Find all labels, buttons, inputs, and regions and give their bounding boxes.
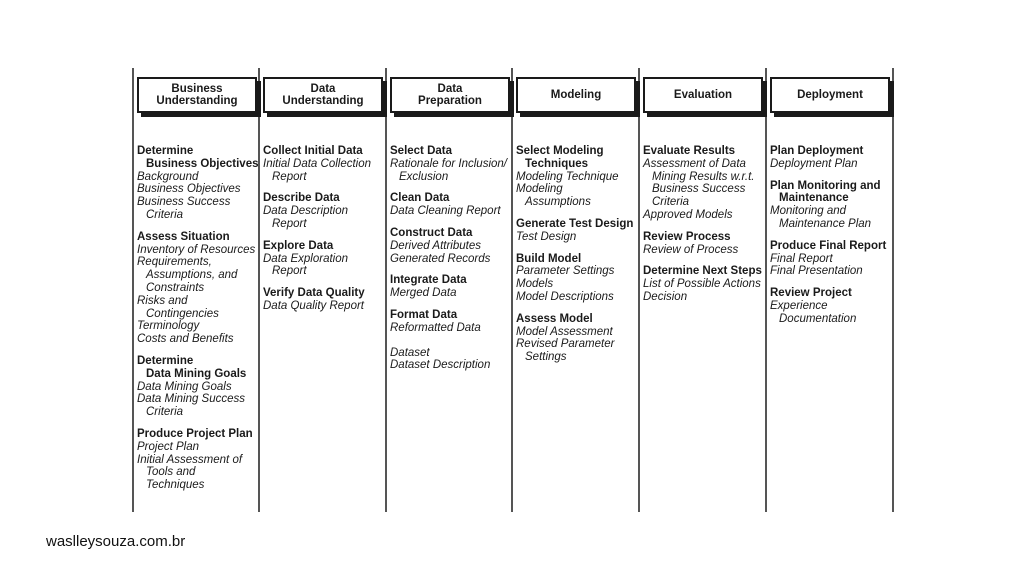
task-title: Verify Data Quality [263, 287, 365, 300]
task [643, 145, 767, 222]
task-title: Determine Data Mining Goals [137, 354, 247, 380]
task-title: Explore Data [263, 239, 334, 252]
phase-header: Deployment [770, 77, 890, 113]
phase-header: Data Preparation [390, 77, 510, 113]
task-output: Model Assessment [516, 325, 613, 338]
source-credit: waslleysouza.com.br [46, 533, 186, 550]
task-output: Inventory of Resources [137, 243, 256, 256]
phase-header: Evaluation [643, 77, 763, 113]
task-output: Deployment Plan [770, 157, 858, 170]
task-title: Review Process [643, 230, 731, 243]
task [137, 428, 261, 492]
task-output: Costs and Benefits [137, 333, 234, 346]
task [263, 287, 387, 313]
task [643, 231, 767, 257]
task [390, 227, 514, 265]
task-title: Produce Project Plan [137, 427, 253, 440]
task-output: Model Descriptions [516, 290, 614, 303]
task-title: Determine Business Objectives [137, 145, 259, 170]
task-output: Monitoring and Maintenance Plan [770, 205, 872, 230]
task-output: Requirements, Assumptions, and Constraints [137, 256, 238, 294]
task-output: Models [516, 278, 554, 291]
task-title: Select Modeling Techniques [516, 145, 604, 170]
task-output: Project Plan [137, 440, 200, 453]
task-title: Clean Data [390, 192, 450, 205]
task-title: Assess Model [516, 312, 593, 325]
task [390, 192, 514, 218]
task [516, 313, 640, 364]
task-output: Final Presentation [770, 265, 863, 278]
task-output: Terminology [137, 320, 200, 333]
task-output: Business Success Criteria [137, 196, 231, 221]
task-output: Business Objectives [137, 183, 241, 196]
task-output: Data Quality Report [263, 299, 364, 312]
phase-header: Data Understanding [263, 77, 383, 113]
task [137, 231, 261, 346]
task-output: Merged Data [390, 287, 457, 300]
task-output: List of Possible Actions [643, 278, 761, 291]
column-divider [132, 68, 134, 512]
task-output: Modeling Assumptions [516, 183, 591, 209]
task-output: Review of Process [643, 243, 739, 256]
task [263, 192, 387, 230]
task [770, 180, 894, 231]
task-output: Data Cleaning Report [390, 205, 501, 218]
task [516, 218, 640, 244]
phase-column-evaluation [643, 68, 767, 313]
task-output: Dataset [390, 346, 430, 359]
phase-header: Business Understanding [137, 77, 257, 113]
task-title: Assess Situation [137, 230, 230, 243]
task-title: Build Model [516, 252, 582, 265]
task-output: Background [137, 170, 199, 183]
task-output: Initial Assessment of Tools and Techniques [137, 453, 243, 492]
task-title: Evaluate Results [643, 145, 736, 157]
task [390, 145, 514, 183]
phase-column-business-understanding [137, 68, 261, 501]
task-output: Generated Records [390, 252, 491, 265]
task-output: Reformatted Data [390, 321, 481, 334]
task-title: Describe Data [263, 192, 340, 205]
task-title: Review Project [770, 287, 852, 300]
task-title: Construct Data [390, 226, 473, 239]
task-output: Data Description Report [263, 205, 349, 230]
task-title: Plan Deployment [770, 145, 864, 157]
task-title: Format Data [390, 308, 458, 321]
task [390, 274, 514, 300]
task [390, 309, 514, 372]
task-output: Data Mining Goals [137, 380, 232, 393]
task-output: Decision [643, 290, 688, 303]
task-output: Data Mining Success Criteria [137, 393, 246, 419]
task-output: Approved Models [643, 208, 733, 221]
task-output: Experience Documentation [770, 299, 857, 325]
task [137, 355, 261, 419]
task-output: Final Report [770, 252, 833, 265]
task-output: Data Exploration Report [263, 252, 349, 278]
task-output: Initial Data Collection Report [263, 157, 372, 183]
task [770, 145, 894, 171]
phase-column-modeling [516, 68, 640, 373]
task-title: Determine Next Steps [643, 265, 762, 278]
task [770, 240, 894, 278]
phase-header: Modeling [516, 77, 636, 113]
task-output: Parameter Settings [516, 265, 615, 278]
task-title: Collect Initial Data [263, 145, 363, 157]
task-title: Generate Test Design [516, 217, 634, 230]
task-output: Derived Attributes [390, 239, 481, 252]
task-title: Integrate Data [390, 274, 467, 287]
task [263, 145, 387, 183]
task-output: Modeling Technique [516, 170, 619, 183]
crisp-dm-diagram [132, 68, 894, 512]
phase-column-deployment [770, 68, 894, 335]
task-title: Plan Monitoring and Maintenance [770, 179, 881, 205]
task-title: Select Data [390, 145, 453, 157]
phase-column-data-understanding [263, 68, 387, 322]
task [643, 265, 767, 303]
task [263, 240, 387, 278]
task [516, 145, 640, 209]
task-title: Produce Final Report [770, 239, 887, 252]
task-output: Risks and Contingencies [137, 294, 219, 320]
task [516, 253, 640, 304]
task-output: Dataset Description [390, 359, 491, 372]
phase-column-data-preparation [390, 68, 514, 381]
task-output: Rationale for Inclusion/ Exclusion [390, 157, 507, 183]
task-output: Assessment of Data Mining Results w.r.t. Business Success Criteria [643, 157, 755, 209]
task [137, 145, 261, 222]
task-output: Test Design [516, 230, 577, 243]
task-output: Revised Parameter Settings [516, 338, 615, 364]
task [770, 287, 894, 325]
